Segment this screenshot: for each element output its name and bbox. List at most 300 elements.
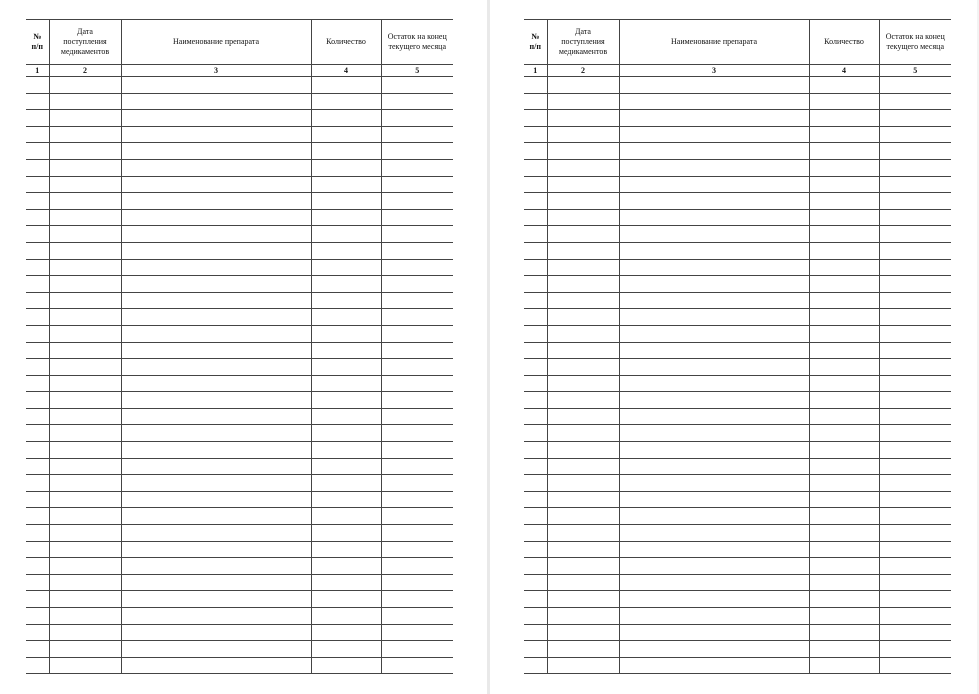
- ledger-cell: [524, 458, 547, 475]
- ledger-cell: [311, 408, 381, 425]
- col-number: 2: [49, 65, 121, 77]
- ledger-cell: [381, 442, 453, 459]
- col-number: 4: [311, 65, 381, 77]
- ledger-cell: [26, 491, 49, 508]
- ledger-row: [26, 525, 453, 542]
- ledger-row: [524, 608, 951, 625]
- ledger-cell: [809, 226, 879, 243]
- ledger-cell: [547, 359, 619, 376]
- ledger-cell: [879, 574, 951, 591]
- ledger-cell: [26, 657, 49, 674]
- ledger-cell: [524, 408, 547, 425]
- ledger-cell: [26, 159, 49, 176]
- ledger-cell: [879, 591, 951, 608]
- ledger-cell: [26, 508, 49, 525]
- ledger-cell: [26, 641, 49, 658]
- ledger-cell: [311, 276, 381, 293]
- ledger-cell: [49, 93, 121, 110]
- ledger-cell: [381, 143, 453, 160]
- ledger-cell: [879, 276, 951, 293]
- ledger-cell: [809, 77, 879, 94]
- ledger-row: [524, 276, 951, 293]
- ledger-row: [26, 325, 453, 342]
- ledger-row: [26, 309, 453, 326]
- ledger-row: [26, 359, 453, 376]
- ledger-cell: [381, 342, 453, 359]
- ledger-cell: [809, 624, 879, 641]
- ledger-cell: [809, 126, 879, 143]
- ledger-cell: [879, 425, 951, 442]
- ledger-cell: [49, 209, 121, 226]
- ledger-row: [26, 491, 453, 508]
- ledger-row: [26, 126, 453, 143]
- medication-ledger-table: [524, 19, 951, 674]
- col-header-date: Дата поступления медикаментов: [547, 20, 619, 65]
- ledger-cell: [26, 242, 49, 259]
- ledger-cell: [311, 325, 381, 342]
- col-header-remainder: Остаток на конец текущего месяца: [381, 20, 453, 65]
- ledger-cell: [26, 359, 49, 376]
- ledger-row: [26, 209, 453, 226]
- ledger-cell: [524, 425, 547, 442]
- ledger-cell: [547, 442, 619, 459]
- ledger-cell: [49, 525, 121, 542]
- ledger-cell: [49, 159, 121, 176]
- ledger-cell: [49, 126, 121, 143]
- ledger-cell: [311, 558, 381, 575]
- ledger-cell: [547, 508, 619, 525]
- ledger-row: [26, 242, 453, 259]
- ledger-cell: [311, 392, 381, 409]
- ledger-cell: [381, 259, 453, 276]
- ledger-row: [26, 342, 453, 359]
- ledger-cell: [121, 558, 311, 575]
- ledger-cell: [121, 143, 311, 160]
- col-number: 2: [547, 65, 619, 77]
- ledger-cell: [311, 541, 381, 558]
- ledger-cell: [26, 325, 49, 342]
- ledger-row: [26, 77, 453, 94]
- ledger-cell: [121, 276, 311, 293]
- ledger-cell: [49, 242, 121, 259]
- ledger-row: [524, 541, 951, 558]
- ledger-cell: [524, 657, 547, 674]
- ledger-cell: [121, 392, 311, 409]
- ledger-cell: [49, 392, 121, 409]
- ledger-cell: [49, 558, 121, 575]
- ledger-cell: [879, 226, 951, 243]
- ledger-row: [26, 392, 453, 409]
- ledger-row: [524, 641, 951, 658]
- ledger-cell: [381, 176, 453, 193]
- ledger-cell: [121, 176, 311, 193]
- ledger-cell: [619, 126, 809, 143]
- ledger-cell: [619, 558, 809, 575]
- ledger-cell: [311, 624, 381, 641]
- ledger-cell: [879, 641, 951, 658]
- ledger-cell: [381, 126, 453, 143]
- ledger-cell: [49, 475, 121, 492]
- ledger-row: [524, 491, 951, 508]
- ledger-row: [524, 242, 951, 259]
- ledger-cell: [121, 641, 311, 658]
- ledger-cell: [311, 159, 381, 176]
- ledger-cell: [49, 641, 121, 658]
- ledger-row: [524, 193, 951, 210]
- ledger-cell: [619, 657, 809, 674]
- ledger-cell: [49, 259, 121, 276]
- ledger-cell: [26, 608, 49, 625]
- ledger-row: [26, 608, 453, 625]
- ledger-cell: [619, 541, 809, 558]
- ledger-cell: [524, 259, 547, 276]
- ledger-cell: [879, 491, 951, 508]
- ledger-cell: [49, 591, 121, 608]
- ledger-cell: [524, 442, 547, 459]
- ledger-row: [26, 292, 453, 309]
- ledger-cell: [311, 77, 381, 94]
- ledger-cell: [121, 292, 311, 309]
- ledger-cell: [311, 591, 381, 608]
- ledger-cell: [809, 657, 879, 674]
- header-row: [26, 20, 453, 65]
- ledger-cell: [381, 624, 453, 641]
- ledger-cell: [381, 77, 453, 94]
- ledger-cell: [26, 591, 49, 608]
- ledger-row: [524, 508, 951, 525]
- ledger-cell: [809, 110, 879, 127]
- ledger-cell: [809, 309, 879, 326]
- col-header-drug-name: Наименование препарата: [619, 20, 809, 65]
- ledger-cell: [879, 558, 951, 575]
- ledger-cell: [311, 458, 381, 475]
- ledger-cell: [49, 359, 121, 376]
- col-number: 1: [524, 65, 547, 77]
- ledger-cell: [547, 143, 619, 160]
- ledger-cell: [547, 309, 619, 326]
- ledger-cell: [524, 110, 547, 127]
- ledger-cell: [619, 359, 809, 376]
- ledger-cell: [26, 77, 49, 94]
- ledger-cell: [809, 641, 879, 658]
- ledger-cell: [619, 375, 809, 392]
- ledger-cell: [547, 375, 619, 392]
- ledger-cell: [879, 259, 951, 276]
- ledger-row: [524, 176, 951, 193]
- column-number-row: [26, 65, 453, 77]
- ledger-row: [524, 126, 951, 143]
- ledger-cell: [879, 475, 951, 492]
- ledger-cell: [879, 193, 951, 210]
- ledger-cell: [26, 292, 49, 309]
- ledger-cell: [524, 93, 547, 110]
- ledger-cell: [381, 525, 453, 542]
- ledger-cell: [524, 574, 547, 591]
- ledger-cell: [121, 110, 311, 127]
- ledger-cell: [547, 325, 619, 342]
- ledger-cell: [619, 574, 809, 591]
- ledger-cell: [879, 143, 951, 160]
- ledger-cell: [311, 342, 381, 359]
- ledger-cell: [311, 226, 381, 243]
- ledger-row: [26, 193, 453, 210]
- ledger-cell: [809, 541, 879, 558]
- ledger-cell: [809, 408, 879, 425]
- ledger-cell: [381, 375, 453, 392]
- ledger-cell: [547, 392, 619, 409]
- ledger-cell: [619, 641, 809, 658]
- ledger-cell: [311, 574, 381, 591]
- ledger-cell: [49, 342, 121, 359]
- ledger-cell: [49, 624, 121, 641]
- ledger-row: [26, 93, 453, 110]
- ledger-cell: [879, 159, 951, 176]
- ledger-cell: [547, 209, 619, 226]
- ledger-row: [524, 425, 951, 442]
- ledger-cell: [547, 475, 619, 492]
- ledger-row: [26, 442, 453, 459]
- ledger-cell: [381, 93, 453, 110]
- ledger-cell: [879, 325, 951, 342]
- ledger-cell: [524, 508, 547, 525]
- ledger-cell: [524, 558, 547, 575]
- medication-ledger-table: [26, 19, 453, 674]
- ledger-cell: [809, 442, 879, 459]
- ledger-cell: [26, 93, 49, 110]
- ledger-cell: [49, 110, 121, 127]
- ledger-cell: [619, 110, 809, 127]
- ledger-cell: [809, 276, 879, 293]
- ledger-cell: [547, 110, 619, 127]
- ledger-cell: [121, 458, 311, 475]
- ledger-cell: [619, 608, 809, 625]
- ledger-cell: [121, 93, 311, 110]
- col-number: 3: [121, 65, 311, 77]
- ledger-cell: [381, 408, 453, 425]
- ledger-cell: [121, 375, 311, 392]
- ledger-cell: [121, 508, 311, 525]
- ledger-cell: [524, 226, 547, 243]
- ledger-cell: [547, 292, 619, 309]
- ledger-cell: [49, 657, 121, 674]
- col-number: 5: [381, 65, 453, 77]
- ledger-cell: [381, 325, 453, 342]
- ledger-row: [26, 176, 453, 193]
- ledger-row: [26, 641, 453, 658]
- ledger-cell: [381, 242, 453, 259]
- ledger-cell: [879, 657, 951, 674]
- ledger-row: [26, 159, 453, 176]
- ledger-cell: [524, 541, 547, 558]
- ledger-cell: [879, 458, 951, 475]
- ledger-row: [524, 525, 951, 542]
- ledger-cell: [879, 375, 951, 392]
- ledger-cell: [547, 541, 619, 558]
- ledger-cell: [619, 325, 809, 342]
- ledger-cell: [879, 176, 951, 193]
- ledger-cell: [619, 143, 809, 160]
- ledger-cell: [879, 541, 951, 558]
- ledger-cell: [809, 143, 879, 160]
- ledger-cell: [121, 475, 311, 492]
- ledger-row: [26, 226, 453, 243]
- ledger-cell: [879, 242, 951, 259]
- ledger-cell: [311, 126, 381, 143]
- ledger-cell: [524, 159, 547, 176]
- ledger-row: [26, 475, 453, 492]
- ledger-row: [26, 541, 453, 558]
- ledger-row: [524, 143, 951, 160]
- ledger-cell: [619, 276, 809, 293]
- ledger-cell: [524, 176, 547, 193]
- ledger-row: [524, 442, 951, 459]
- ledger-cell: [49, 176, 121, 193]
- ledger-cell: [547, 159, 619, 176]
- ledger-cell: [311, 608, 381, 625]
- ledger-cell: [619, 525, 809, 542]
- ledger-cell: [26, 143, 49, 160]
- ledger-cell: [547, 425, 619, 442]
- ledger-cell: [26, 525, 49, 542]
- col-header-drug-name: Наименование препарата: [121, 20, 311, 65]
- ledger-cell: [26, 558, 49, 575]
- ledger-cell: [311, 309, 381, 326]
- ledger-cell: [121, 657, 311, 674]
- ledger-cell: [311, 176, 381, 193]
- ledger-cell: [524, 475, 547, 492]
- ledger-cell: [619, 209, 809, 226]
- ledger-cell: [121, 408, 311, 425]
- ledger-row: [524, 259, 951, 276]
- ledger-cell: [809, 259, 879, 276]
- ledger-cell: [619, 425, 809, 442]
- ledger-row: [524, 77, 951, 94]
- ledger-cell: [619, 226, 809, 243]
- ledger-cell: [311, 143, 381, 160]
- ledger-cell: [547, 342, 619, 359]
- ledger-row: [26, 574, 453, 591]
- ledger-cell: [809, 508, 879, 525]
- ledger-cell: [381, 226, 453, 243]
- ledger-row: [524, 458, 951, 475]
- ledger-cell: [619, 93, 809, 110]
- ledger-cell: [311, 442, 381, 459]
- ledger-row: [524, 392, 951, 409]
- ledger-cell: [619, 591, 809, 608]
- ledger-cell: [809, 392, 879, 409]
- ledger-cell: [619, 624, 809, 641]
- ledger-row: [524, 475, 951, 492]
- ledger-cell: [311, 359, 381, 376]
- ledger-cell: [524, 591, 547, 608]
- ledger-cell: [547, 458, 619, 475]
- ledger-row: [524, 359, 951, 376]
- ledger-cell: [121, 226, 311, 243]
- ledger-cell: [524, 126, 547, 143]
- ledger-row: [26, 276, 453, 293]
- ledger-cell: [547, 657, 619, 674]
- ledger-cell: [809, 591, 879, 608]
- ledger-cell: [547, 591, 619, 608]
- ledger-cell: [809, 491, 879, 508]
- ledger-cell: [26, 475, 49, 492]
- col-number: 1: [26, 65, 49, 77]
- ledger-cell: [49, 292, 121, 309]
- ledger-cell: [49, 375, 121, 392]
- ledger-cell: [619, 77, 809, 94]
- ledger-cell: [121, 525, 311, 542]
- ledger-cell: [879, 392, 951, 409]
- ledger-cell: [121, 193, 311, 210]
- ledger-cell: [879, 309, 951, 326]
- ledger-cell: [121, 159, 311, 176]
- ledger-cell: [524, 292, 547, 309]
- ledger-cell: [49, 408, 121, 425]
- ledger-row: [524, 375, 951, 392]
- ledger-cell: [809, 608, 879, 625]
- ledger-cell: [311, 508, 381, 525]
- ledger-row: [26, 110, 453, 127]
- ledger-cell: [381, 591, 453, 608]
- ledger-cell: [547, 491, 619, 508]
- ledger-cell: [121, 608, 311, 625]
- ledger-cell: [381, 558, 453, 575]
- ledger-cell: [311, 475, 381, 492]
- ledger-cell: [547, 193, 619, 210]
- col-number: 4: [809, 65, 879, 77]
- ledger-cell: [121, 126, 311, 143]
- ledger-cell: [809, 159, 879, 176]
- ledger-row: [524, 574, 951, 591]
- ledger-cell: [809, 292, 879, 309]
- ledger-cell: [26, 259, 49, 276]
- ledger-cell: [49, 442, 121, 459]
- ledger-cell: [547, 641, 619, 658]
- ledger-cell: [26, 126, 49, 143]
- ledger-cell: [524, 359, 547, 376]
- ledger-cell: [49, 491, 121, 508]
- right-page: [490, 0, 977, 694]
- ledger-cell: [547, 608, 619, 625]
- ledger-cell: [879, 292, 951, 309]
- ledger-cell: [381, 193, 453, 210]
- ledger-cell: [619, 491, 809, 508]
- ledger-cell: [619, 176, 809, 193]
- ledger-cell: [26, 408, 49, 425]
- ledger-row: [26, 591, 453, 608]
- ledger-cell: [547, 259, 619, 276]
- ledger-cell: [49, 276, 121, 293]
- ledger-cell: [619, 342, 809, 359]
- ledger-cell: [524, 193, 547, 210]
- ledger-cell: [381, 508, 453, 525]
- ledger-cell: [547, 525, 619, 542]
- ledger-cell: [26, 392, 49, 409]
- ledger-cell: [879, 408, 951, 425]
- ledger-row: [26, 558, 453, 575]
- ledger-cell: [49, 77, 121, 94]
- ledger-cell: [524, 309, 547, 326]
- ledger-row: [524, 342, 951, 359]
- ledger-cell: [121, 491, 311, 508]
- ledger-cell: [619, 508, 809, 525]
- ledger-cell: [524, 641, 547, 658]
- ledger-cell: [879, 342, 951, 359]
- ledger-cell: [381, 608, 453, 625]
- ledger-row: [524, 309, 951, 326]
- ledger-cell: [547, 77, 619, 94]
- ledger-cell: [809, 193, 879, 210]
